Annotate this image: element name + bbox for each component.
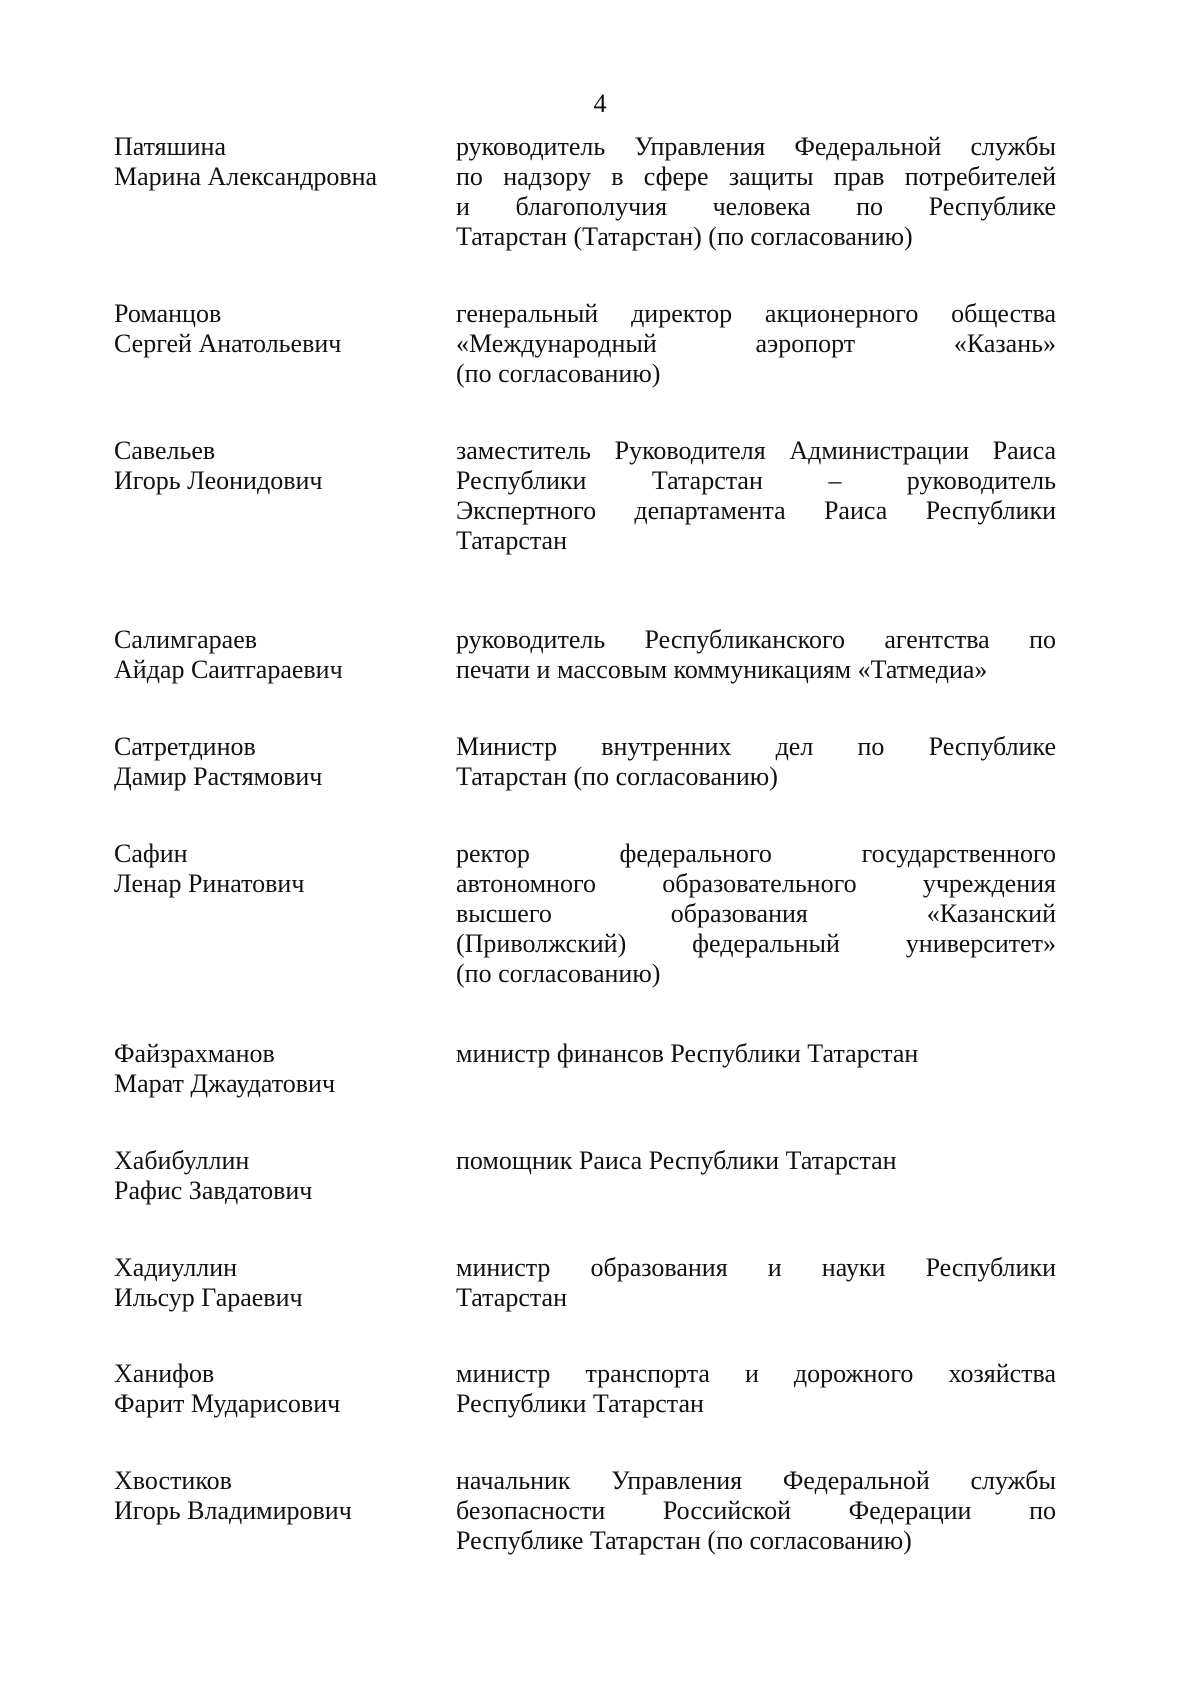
member-given-name: Игорь Леонидович	[114, 466, 323, 495]
position-line: печати и массовым коммуникациям «Татмедиа»	[456, 655, 988, 684]
member-position	[456, 732, 1056, 792]
position-line: начальник Управления Федеральной службы	[456, 1466, 1056, 1495]
member-given-name: Айдар Саитгараевич	[114, 655, 343, 684]
member-name	[114, 1359, 434, 1419]
position-line: министр транспорта и дорожного хозяйства	[456, 1359, 1056, 1388]
member-surname: Романцов	[114, 299, 222, 328]
position-line: Татарстан	[456, 1283, 567, 1312]
member-position	[456, 1359, 1056, 1419]
position-line: и благополучия человека по Республике	[456, 192, 1056, 221]
position-line: по надзору в сфере защиты прав потребителей	[456, 162, 1056, 191]
member-given-name: Ленар Ринатович	[114, 869, 305, 898]
position-line: Республики Татарстан – руководитель	[456, 466, 1056, 495]
position-line: (по согласованию)	[456, 359, 661, 388]
member-position	[456, 839, 1056, 989]
member-surname: Ханифов	[114, 1359, 215, 1388]
position-line: (по согласованию)	[456, 959, 661, 988]
member-surname: Салимгараев	[114, 625, 258, 654]
member-given-name: Сергей Анатольевич	[114, 329, 342, 358]
position-line: Татарстан	[456, 526, 567, 555]
member-name	[114, 839, 434, 899]
member-name	[114, 299, 434, 359]
member-given-name: Игорь Владимирович	[114, 1496, 352, 1525]
position-line: Министр внутренних дел по Республике	[456, 732, 1056, 761]
member-position	[456, 1253, 1056, 1313]
member-surname: Файзрахманов	[114, 1039, 275, 1068]
member-given-name: Дамир Растямович	[114, 762, 323, 791]
member-name	[114, 625, 434, 685]
member-surname: Хадиуллин	[114, 1253, 238, 1282]
member-given-name: Ильсур Гараевич	[114, 1283, 303, 1312]
position-line: Экспертного департамента Раиса Республики	[456, 496, 1056, 525]
position-line: руководитель Управления Федеральной службы	[456, 132, 1056, 161]
position-line: руководитель Республиканского агентства по	[456, 625, 1056, 654]
member-surname: Сатретдинов	[114, 732, 256, 761]
member-name	[114, 732, 434, 792]
member-name	[114, 1039, 434, 1099]
position-line: Республики Татарстан	[456, 1389, 704, 1418]
member-given-name: Марина Александровна	[114, 162, 378, 191]
member-position	[456, 1146, 1056, 1176]
page-number: 4	[593, 89, 607, 118]
member-name	[114, 1253, 434, 1313]
position-line: генеральный директор акционерного общества	[456, 299, 1056, 328]
position-line: министр образования и науки Республики	[456, 1253, 1056, 1282]
position-line: автономного образовательного учреждения	[456, 869, 1056, 898]
member-position	[456, 1466, 1056, 1556]
member-name	[114, 132, 434, 192]
position-line: высшего образования «Казанский	[456, 899, 1056, 928]
member-surname: Хвостиков	[114, 1466, 232, 1495]
member-position	[456, 1039, 1056, 1069]
position-line: заместитель Руководителя Администрации Раиса	[456, 436, 1056, 465]
position-line: помощник Раиса Республики Татарстан	[456, 1146, 897, 1175]
position-line: (Приволжский) федеральный университет»	[456, 929, 1056, 958]
member-name	[114, 1466, 434, 1526]
position-line: министр финансов Республики Татарстан	[456, 1039, 919, 1068]
member-surname: Патяшина	[114, 132, 227, 161]
member-position	[456, 299, 1056, 389]
member-surname: Сафин	[114, 839, 188, 868]
member-given-name: Фарит Мударисович	[114, 1389, 341, 1418]
member-surname: Савельев	[114, 436, 216, 465]
position-line: ректор федерального государственного	[456, 839, 1056, 868]
member-name	[114, 436, 434, 496]
position-line: «Международный аэропорт «Казань»	[456, 329, 1056, 358]
member-name	[114, 1146, 434, 1206]
member-position	[456, 132, 1056, 252]
member-given-name: Рафис Завдатович	[114, 1176, 313, 1205]
member-surname: Хабибуллин	[114, 1146, 250, 1175]
position-line: Республике Татарстан (по согласованию)	[456, 1526, 912, 1555]
position-line: Татарстан (Татарстан) (по согласованию)	[456, 222, 913, 251]
member-given-name: Марат Джаудатович	[114, 1069, 336, 1098]
member-position	[456, 436, 1056, 556]
position-line: безопасности Российской Федерации по	[456, 1496, 1056, 1525]
member-position	[456, 625, 1056, 685]
position-line: Татарстан (по согласованию)	[456, 762, 778, 791]
